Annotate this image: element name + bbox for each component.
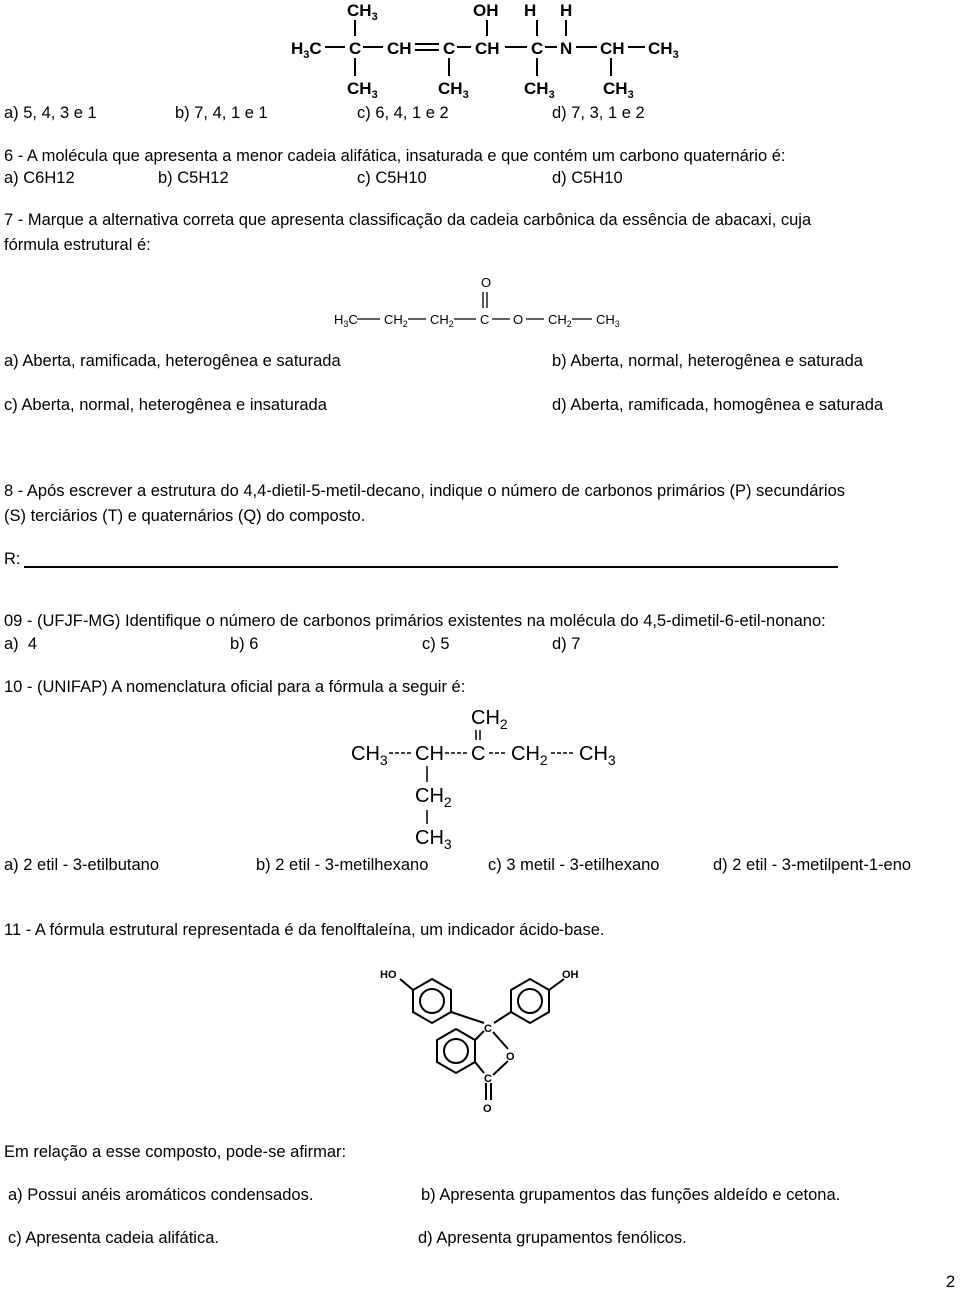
atom-ch3-left: $CH_3$ xyxy=(351,743,388,768)
q8-answer-line[interactable] xyxy=(24,566,838,568)
atom-ch2-1: $CH_2$ xyxy=(384,312,408,329)
atom-oh: OH xyxy=(562,969,579,981)
structure-phenolphthalein xyxy=(372,965,612,1115)
q11-option-d: d) Apresenta grupamentos fenólicos. xyxy=(418,1229,687,1247)
atom-c2: C xyxy=(443,39,456,58)
q6-question: 6 - A molécula que apresenta a menor cadeia alifática, insaturada e que contém um carbono quaternário é: xyxy=(4,147,786,165)
q7-option-a: a) Aberta, ramificada, heterogênea e saturada xyxy=(4,352,341,370)
atom-o2: O xyxy=(513,312,524,327)
structure-q10 xyxy=(345,700,645,850)
atom-ch2-right: $CH_2$ xyxy=(511,743,548,768)
q9-option-c: c) 5 xyxy=(422,635,450,653)
atom-ch2-2: $CH_2$ xyxy=(430,312,454,329)
q11-prompt: Em relação a esse composto, pode-se afirmar: xyxy=(4,1143,347,1161)
q11-option-b: b) Apresenta grupamentos das funções aldeído e cetona. xyxy=(421,1186,841,1204)
q8-question-line1: 8 - Após escrever a estrutura do 4,4-dietil-5-metil-decano, indique o número de carbonos primários (P) secundários xyxy=(4,482,846,500)
q11-option-c: c) Apresenta cadeia alifática. xyxy=(8,1229,219,1247)
atom-o-carbonyl: O xyxy=(483,1103,492,1115)
atom-h2: H xyxy=(560,1,573,20)
q10-option-d: d) 2 etil - 3-metilpent-1-eno xyxy=(713,856,912,874)
atom-c1: C xyxy=(349,39,362,58)
atom-ch3-top-left: $CH_3$ xyxy=(347,1,378,23)
atom-ch: CH xyxy=(415,743,444,765)
q7-option-d: d) Aberta, ramificada, homogênea e saturada xyxy=(552,396,884,414)
atom-n: N xyxy=(560,39,573,58)
ring-lower xyxy=(437,1029,475,1073)
atom-c: C xyxy=(471,743,486,765)
q11-question: 11 - A fórmula estrutural representada é da fenolftaleína, um indicador ácido-base. xyxy=(4,921,605,939)
atom-h1: H xyxy=(524,1,537,20)
atom-o-ring: O xyxy=(506,1051,515,1063)
q9-question: 09 - (UFJF-MG) Identifique o número de carbonos primários existentes na molécula do 4,5-dimetil-6-etil-nonano: xyxy=(4,612,826,630)
page-number: 2 xyxy=(946,1273,956,1291)
atom-ch3-b4: $CH_3$ xyxy=(603,79,634,101)
q7-option-b: b) Aberta, normal, heterogênea e saturada xyxy=(552,352,863,370)
q6-option-d: d) C5H10 xyxy=(552,169,623,187)
q5-option-b: b) 7, 4, 1 e 1 xyxy=(175,104,268,122)
atom-c-carbonyl: C xyxy=(484,1073,492,1085)
ring-left-upper xyxy=(413,979,451,1023)
atom-ch2: CH xyxy=(475,39,500,58)
atom-o: O xyxy=(481,275,492,290)
atom-ch3-b1: $CH_3$ xyxy=(347,79,378,101)
q7-question-line2: fórmula estrutural é: xyxy=(4,236,151,254)
atom-ch2-3: $CH_2$ xyxy=(548,312,572,329)
q5-option-c: c) 6, 4, 1 e 2 xyxy=(357,104,449,122)
atom-ho: HO xyxy=(380,969,397,981)
q5-option-a: a) 5, 4, 3 e 1 xyxy=(4,104,97,122)
structure-q7 xyxy=(330,272,630,332)
atom-ch3: CH xyxy=(600,39,625,58)
atom-h3c: $H_3C$ xyxy=(334,312,358,329)
atom-ch3: $CH_3$ xyxy=(596,312,620,329)
q8-answer-label: R: xyxy=(4,550,21,568)
atom-ch3-b2: $CH_3$ xyxy=(438,79,469,101)
atom-ch1: CH xyxy=(387,39,412,58)
q9-option-d: d) 7 xyxy=(552,635,581,653)
atom-h3c: $H_3C$ xyxy=(291,39,322,61)
q10-question: 10 - (UNIFAP) A nomenclatura oficial para a fórmula a seguir é: xyxy=(4,678,466,696)
q11-option-a: a) Possui anéis aromáticos condensados. xyxy=(8,1186,314,1204)
structure-q5 xyxy=(285,0,705,100)
q6-option-b: b) C5H12 xyxy=(158,169,229,187)
q5-option-d: d) 7, 3, 1 e 2 xyxy=(552,104,645,122)
q6-option-c: c) C5H10 xyxy=(357,169,427,187)
atom-ch2-bottom: $CH_2$ xyxy=(415,785,452,810)
q8-question-line2: (S) terciários (T) e quaternários (Q) do composto. xyxy=(4,507,366,525)
atom-ch3-right: $CH_3$ xyxy=(579,743,616,768)
q10-option-b: b) 2 etil - 3-metilhexano xyxy=(256,856,429,874)
atom-ch3-right: $CH_3$ xyxy=(648,39,679,61)
q10-option-a: a) 2 etil - 3-etilbutano xyxy=(4,856,160,874)
atom-ch3-b3: $CH_3$ xyxy=(524,79,555,101)
q7-option-c: c) Aberta, normal, heterogênea e insaturada xyxy=(4,396,327,414)
q9-option-a: a) 4 xyxy=(4,635,38,653)
q6-option-a: a) C6H12 xyxy=(4,169,75,187)
atom-c3: C xyxy=(531,39,544,58)
ring-right-upper xyxy=(511,979,549,1023)
q9-option-b: b) 6 xyxy=(230,635,259,653)
atom-oh: OH xyxy=(473,1,499,20)
atom-ch2-top: $CH_2$ xyxy=(471,707,508,732)
atom-c-central: C xyxy=(484,1023,492,1035)
q10-option-c: c) 3 metil - 3-etilhexano xyxy=(488,856,660,874)
q7-question-line1: 7 - Marque a alternativa correta que apresenta classificação da cadeia carbônica da essência de abacaxi, cuja xyxy=(4,211,812,229)
atom-c: C xyxy=(480,312,490,327)
atom-ch3-bottom: $CH_3$ xyxy=(415,827,452,852)
